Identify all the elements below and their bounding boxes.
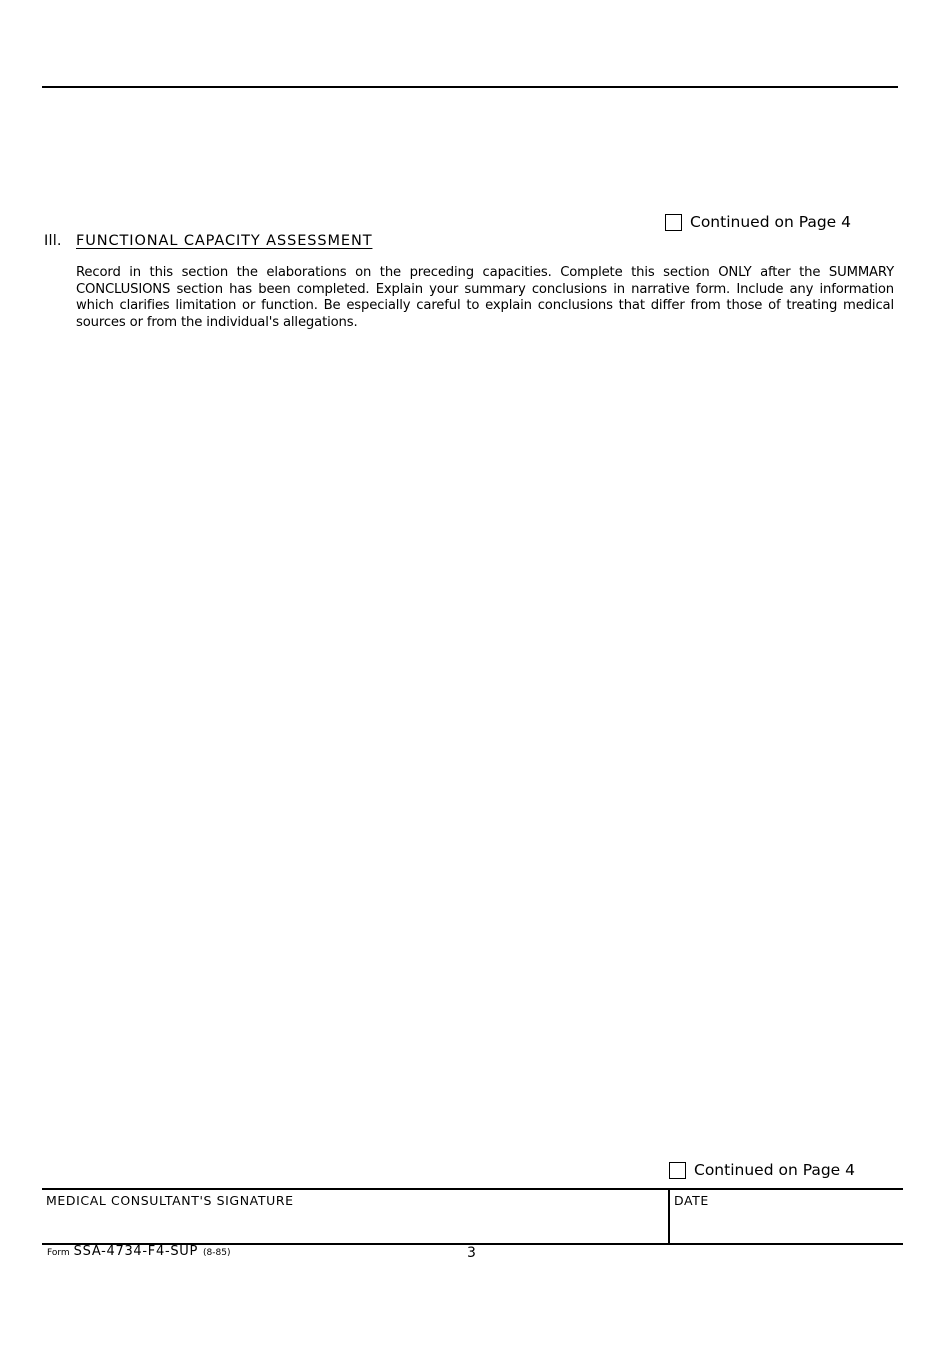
form-edition: (8-85) — [203, 1248, 231, 1258]
continued-label-top: Continued on Page 4 — [690, 213, 852, 231]
signature-field[interactable] — [42, 1190, 668, 1243]
date-label: DATE — [674, 1193, 709, 1208]
continued-checkbox-top[interactable] — [665, 214, 682, 231]
continued-label-bottom: Continued on Page 4 — [694, 1161, 856, 1179]
form-identifier — [47, 1244, 231, 1259]
continued-on-page-4-top[interactable] — [665, 213, 851, 231]
continued-on-page-4-bottom[interactable] — [669, 1161, 855, 1179]
section-instructions: Record in this section the elaborations on the preceding capacities. Complete this section ONLY after the SUMMARY CONCLUSIONS section has been completed. Explain your summary conclusions in narrative form. Include any information which clarifies limitation or function. Be especially careful to explain conclusions that differ from those of treating medical sources or from the individual's allegations. — [76, 265, 894, 330]
date-field[interactable] — [668, 1190, 903, 1243]
section-number: Ill. — [44, 233, 62, 249]
top-divider — [42, 86, 898, 88]
section-title: FUNCTIONAL CAPACITY ASSESSMENT — [76, 233, 373, 249]
continued-checkbox-bottom[interactable] — [669, 1162, 686, 1179]
form-number: SSA-4734-F4-SUP — [73, 1244, 199, 1259]
form-prefix: Form — [47, 1248, 70, 1258]
page-number: 3 — [467, 1245, 476, 1261]
signature-label: MEDICAL CONSULTANT'S SIGNATURE — [46, 1193, 294, 1208]
signature-block — [42, 1188, 903, 1245]
